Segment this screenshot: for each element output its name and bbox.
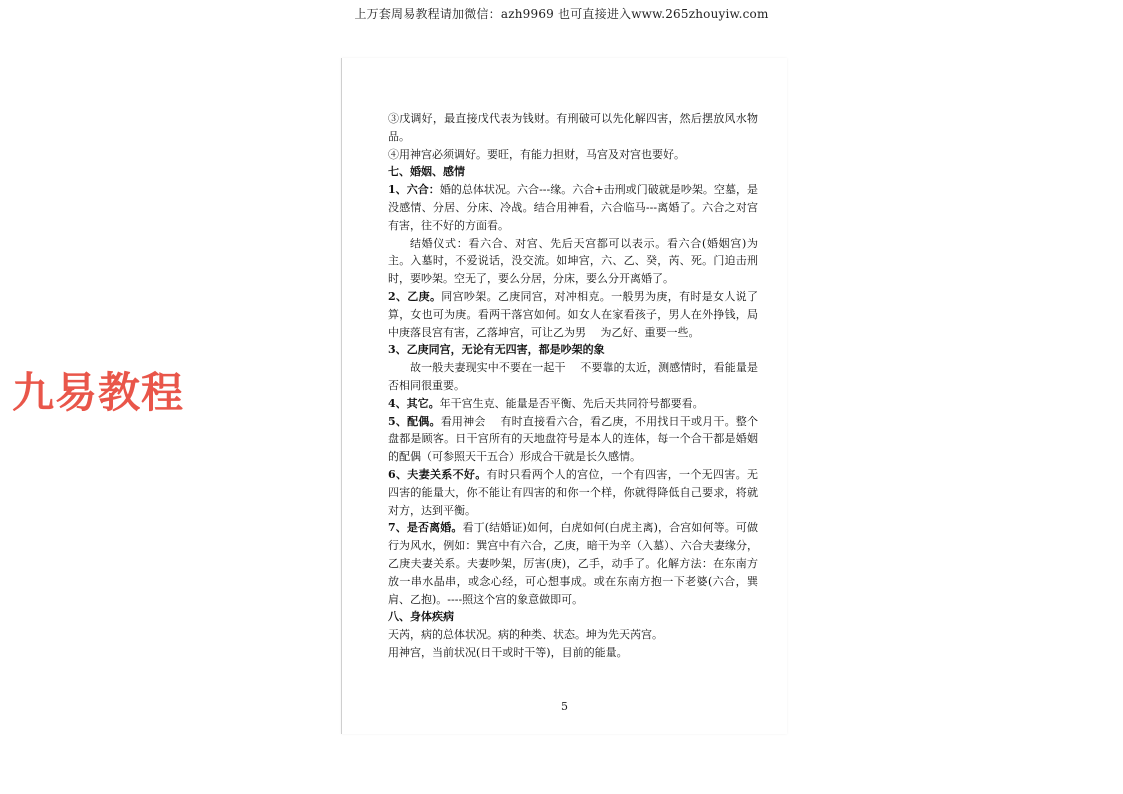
- paragraph: [388, 413, 758, 466]
- paragraph-lead: 3、乙庚同宫，无论有无四害，都是吵架的象: [388, 343, 605, 357]
- paragraph-text: 婚的总体状况。六合---缘。六合+击刑或门破就是吵架。空墓，是没感情、分居、分床、冷战。结合用神看，六合临马---离婚了。六合之对宫有害，往不好的方面看。: [388, 183, 758, 232]
- paragraph: [388, 395, 758, 413]
- paragraph-text: ③戊调好，最直接戊代表为钱财。有刑破可以先化解四害，然后摆放风水物品。: [388, 112, 758, 143]
- paragraph-text: 七、婚姻、感情: [388, 165, 465, 179]
- section-heading: [388, 608, 758, 626]
- paragraph: [388, 288, 758, 341]
- paragraph-text: 看用神会 有时直接看六合，看乙庚，不用找日干或月干。整个盘都是顾客。日干宫所有的天地盘符号是本人的连体，每一个合干都是婚姻的配偶（可参照天干五合）形成合干就是长久感情。: [388, 414, 759, 464]
- paragraph: [388, 181, 758, 234]
- paragraph-text: 看丁(结婚证)如何，白虎如何(白虎主离)，合宫如何等。可做行为风水，例如：巽宫中有六合，乙庚，暗干为辛（入墓）、六合夫妻缘分，乙庚夫妻关系。夫妻吵架，厉害(庚)，乙手，动手了。化解方法：在东南方放一串水晶串，或念心经，可心想事成。或在东南方抱一下老婆(六合，巽肩、乙抱)。----照这个宫的象意做即可。: [388, 521, 759, 606]
- paragraph-text: 年干宫生克、能量是否平衡、先后天共同符号都要看。: [439, 396, 704, 410]
- document-page: [341, 58, 787, 734]
- paragraph: [388, 146, 758, 164]
- paragraph-text: 结婚仪式：看六合、对宫、先后天宫都可以表示。看六合(婚姻宫)为主。入墓时，不爱说话，没交流。如坤宫，六、乙、癸，芮、死。门迫击刑时，要吵架。空无了，要么分居，分床，要么分开离婚了。: [388, 236, 758, 286]
- paragraph-lead: 7、是否离婚。: [388, 521, 463, 535]
- section-heading: [388, 163, 758, 181]
- paragraph-text: 故一般夫妻现实中不要在一起干 不要靠的太近，测感情时，看能量是否相同很重要。: [388, 361, 758, 392]
- page-content: [388, 110, 758, 662]
- page-number: 5: [561, 700, 568, 713]
- top-banner: 上万套周易教程请加微信：azh9969 也可直接进入www.265zhouyiw.com: [354, 7, 769, 21]
- paragraph: [388, 235, 758, 288]
- paragraph-lead: 2、乙庚。: [388, 289, 442, 303]
- paragraph-lead: 4、其它。: [388, 396, 440, 410]
- paragraph: [388, 626, 758, 644]
- paragraph-lead: 1、六合：: [388, 183, 440, 197]
- paragraph-text: 用神宫，当前状况(日干或时干等)，目前的能量。: [388, 645, 628, 659]
- paragraph-lead: 5、配偶。: [388, 414, 441, 428]
- paragraph-text: ④用神宫必须调好。要旺，有能力担财，马宫及对宫也要好。: [388, 147, 685, 161]
- paragraph-text: 八、身体疾病: [388, 610, 454, 624]
- paragraph-text: 有时只看两个人的宫位，一个有四害，一个无四害。无四害的能量大，你不能让有四害的和你一个样，你就得降低自己要求，将就对方，达到平衡。: [388, 467, 758, 517]
- paragraph: [388, 519, 758, 608]
- paragraph: [388, 359, 758, 395]
- paragraph-lead: 6、夫妻关系不好。: [388, 467, 487, 481]
- paragraph-text: 同宫吵架。乙庚同宫，对冲相克。一般男为庚，有时是女人说了算，女也可为庚。看两干落宫如何。如女人在家看孩子，男人在外挣钱，局中庚落艮宫有害，乙落坤宫，可让乙为男 为乙好、重要一些。: [388, 289, 759, 339]
- paragraph: [388, 110, 758, 146]
- watermark-logo: 九易教程: [12, 368, 185, 417]
- paragraph: [388, 341, 758, 359]
- paragraph-text: 天芮，病的总体状况。病的种类、状态。坤为先天芮宫。: [388, 628, 663, 642]
- paragraph: [388, 644, 758, 662]
- paragraph: [388, 466, 758, 519]
